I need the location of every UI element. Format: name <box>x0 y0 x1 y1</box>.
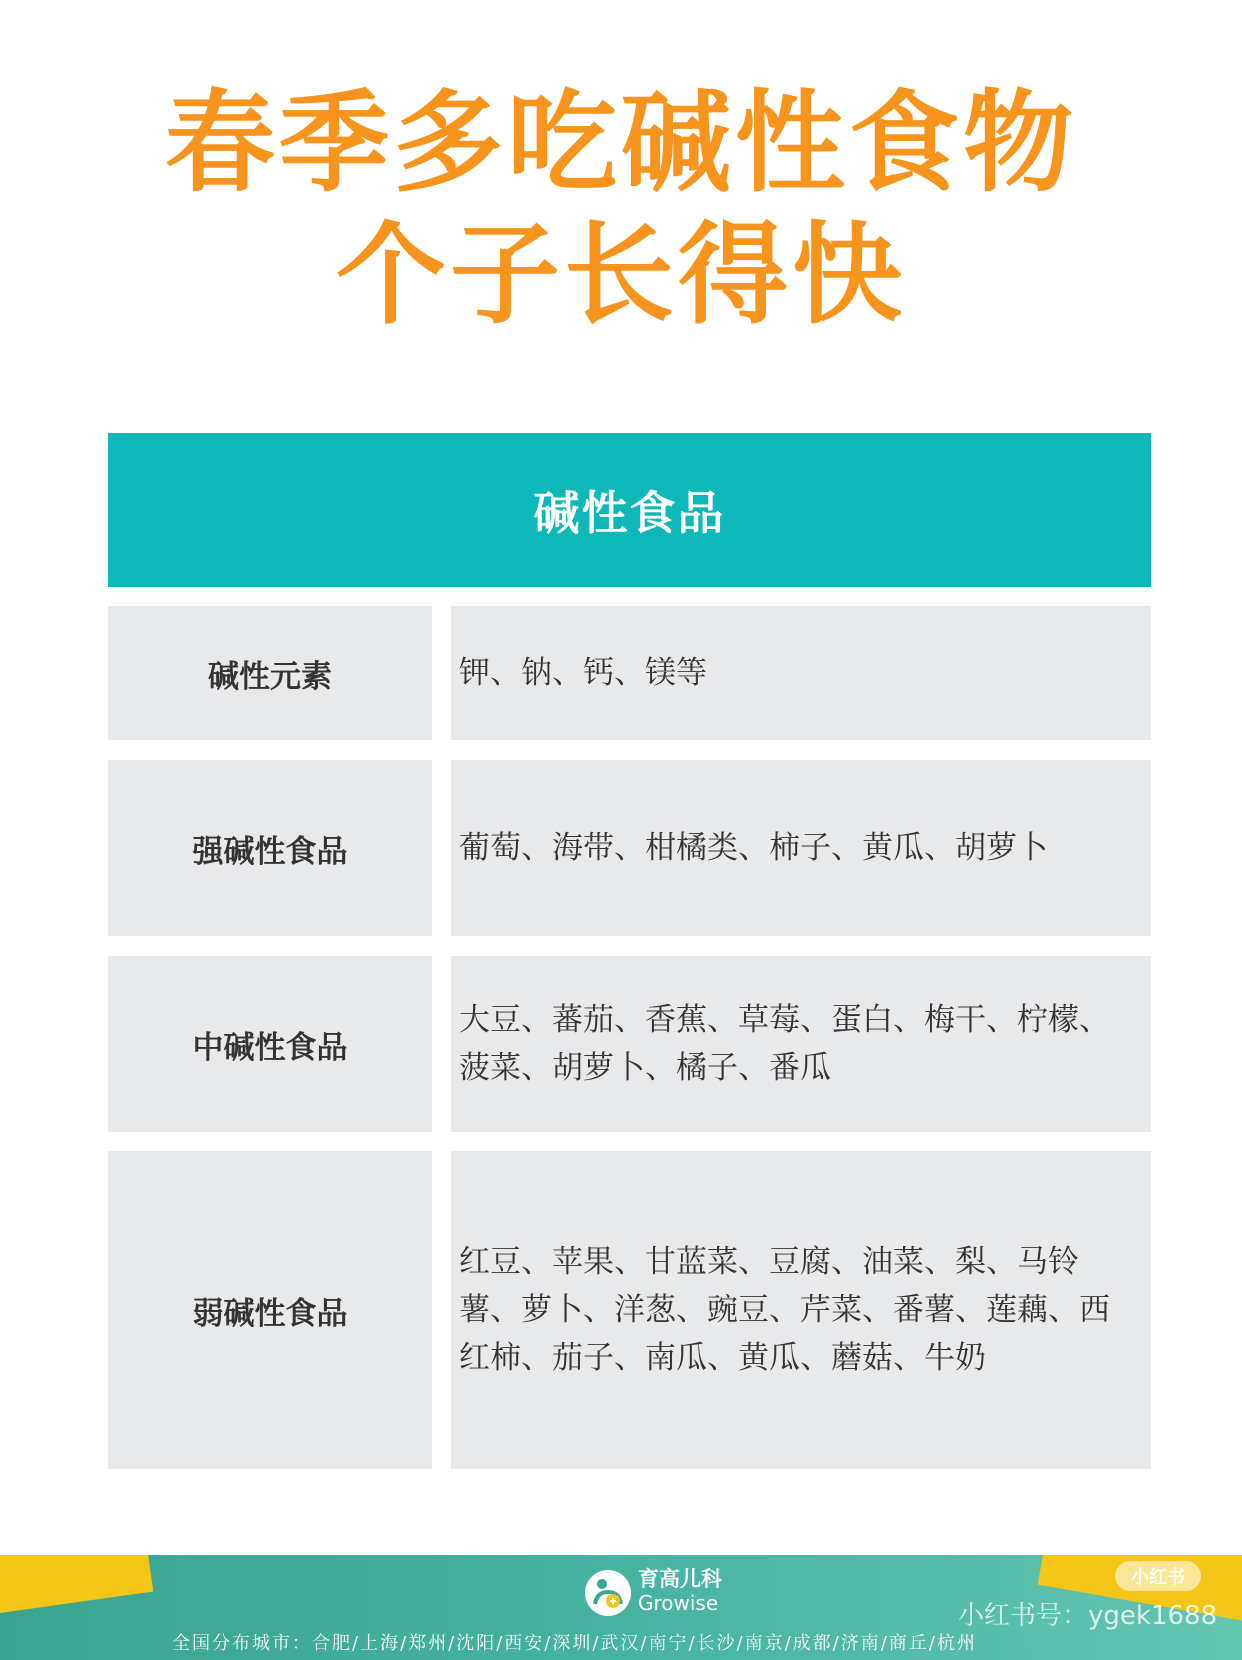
brand-name-cn: 育高儿科 <box>638 1567 722 1591</box>
footer-banner <box>0 1555 1242 1660</box>
growise-logo-icon <box>585 1570 631 1616</box>
page-title-line1: 春季多吃碱性食物 <box>165 79 1077 207</box>
footer-accent-left <box>0 1555 153 1618</box>
xiaohongshu-badge: 小红书 <box>1115 1561 1201 1591</box>
page-title-line2: 个子长得快 <box>336 211 906 339</box>
row-value-alkaline-elements: 钾、钠、钙、镁等 <box>451 606 1151 740</box>
table-header: 碱性食品 <box>108 433 1151 587</box>
row-label-medium-alkaline: 中碱性食品 <box>108 956 432 1132</box>
city-list: 全国分布城市：合肥/上海/郑州/沈阳/西安/深圳/武汉/南宁/长沙/南京/成都/济南/商丘/杭州 <box>172 1633 977 1654</box>
watermark-id: 小红书号：ygek1688 <box>958 1601 1218 1631</box>
brand-name-en: Growise <box>638 1591 719 1615</box>
row-label-weak-alkaline: 弱碱性食品 <box>108 1151 432 1469</box>
brand-name <box>638 1567 722 1615</box>
row-value-medium-alkaline: 大豆、蕃茄、香蕉、草莓、蛋白、梅干、柠檬、菠菜、胡萝卜、橘子、番瓜 <box>451 956 1151 1132</box>
row-value-strong-alkaline: 葡萄、海带、柑橘类、柿子、黄瓜、胡萝卜 <box>451 760 1151 936</box>
row-label-alkaline-elements: 碱性元素 <box>108 606 432 740</box>
row-value-weak-alkaline: 红豆、苹果、甘蓝菜、豆腐、油菜、梨、马铃薯、萝卜、洋葱、豌豆、芹菜、番薯、莲藕、西红柿、茄子、南瓜、黄瓜、蘑菇、牛奶 <box>451 1151 1151 1469</box>
row-label-strong-alkaline: 强碱性食品 <box>108 760 432 936</box>
